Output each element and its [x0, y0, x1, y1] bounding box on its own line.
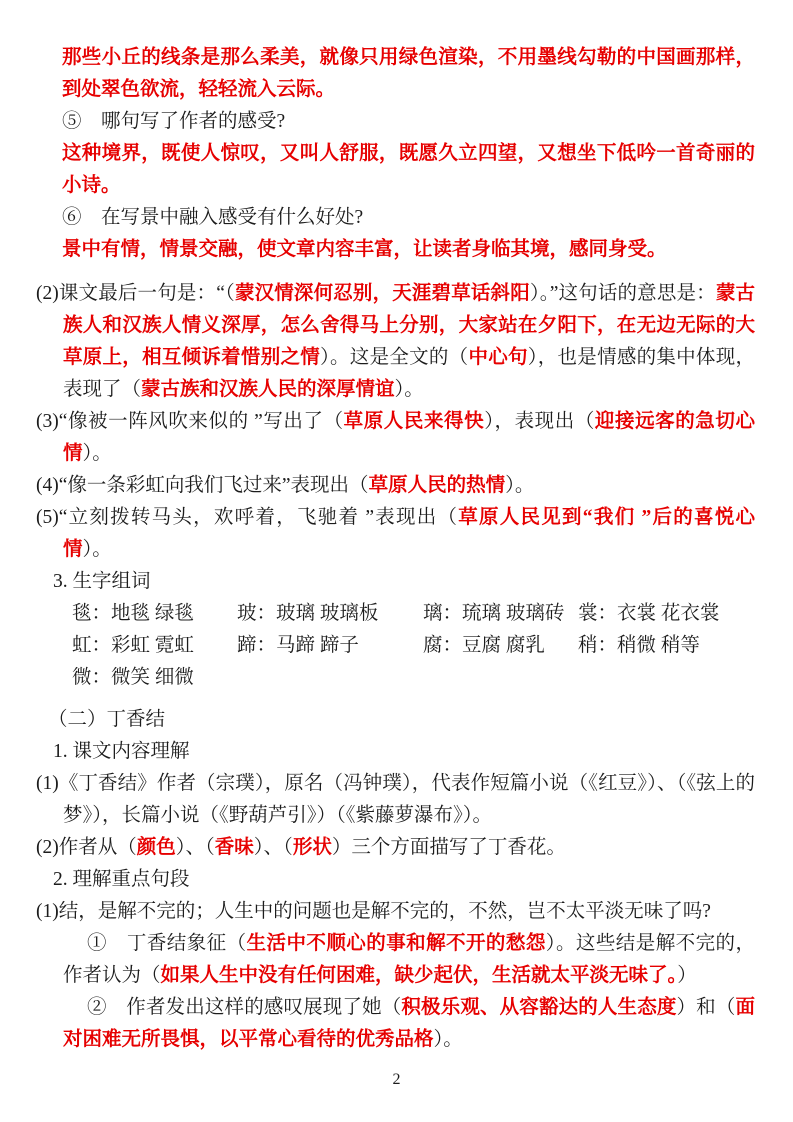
item-lilac-aspects [36, 832, 755, 864]
item-wind-simile [36, 406, 755, 470]
text-run: ），也是情感的集中体现，表现了（ [63, 347, 755, 400]
item-knot-question: (1)结，是解不完的；人生中的问题也是解不完的，不然，岂不太平淡无味了吗? [36, 901, 711, 922]
text-run-red: 草原人民来得快 [343, 411, 485, 432]
text-run: (2)作者从（ [36, 837, 137, 858]
text-run: ）。 [82, 539, 112, 560]
text-run: ）。 [433, 1029, 463, 1050]
item-horse-turn [36, 502, 755, 566]
text-run: ）。 [394, 379, 424, 400]
text-run-red: 面对困难无所畏惧，以平常心看待的优秀品格 [63, 997, 755, 1050]
text-run: ）。这是全文的（ [320, 347, 469, 368]
text-run: ） [677, 965, 697, 986]
text-run: ）。这些结是解不完的，作者认为（ [63, 933, 755, 986]
item-rainbow-simile [36, 470, 755, 502]
text-run: ）三个方面描写了丁香花。 [331, 837, 566, 858]
text-run-red: 颜色 [136, 837, 176, 858]
text-run: ）、（ [253, 837, 293, 858]
word-cell: 璃：琉璃 玻璃砖 [423, 603, 565, 624]
word-cell: 虹：彩虹 霓虹 [72, 635, 194, 656]
word-row [72, 630, 755, 662]
text-run: ）和（ [676, 997, 736, 1018]
text-run: (5)“立刻拨转马头，欢呼着，飞驰着 ”表现出（ [36, 507, 459, 528]
subitem-author-attitude [63, 992, 755, 1056]
heading-lilac-section: （二）丁香结 [48, 709, 166, 730]
text-run-red: 草原人民见到“我们 ”后的喜悦心情 [63, 507, 755, 560]
word-cell: 玻：玻璃 玻璃板 [237, 603, 379, 624]
text-run-red: 中心句 [468, 347, 528, 368]
heading-key-sentences: 2. 理解重点句段 [53, 869, 190, 890]
item-last-sentence [36, 278, 755, 406]
text-run: ）。 [82, 443, 112, 464]
word-row [72, 598, 755, 630]
page-number: 2 [392, 1071, 401, 1088]
text-run: (4)“像一条彩虹向我们飞过来”表现出（ [36, 475, 369, 496]
word-row [72, 662, 755, 694]
text-run-red: 积极乐观、从容豁达的人生态度 [401, 997, 677, 1018]
text-run: ）。 [505, 475, 535, 496]
answer-hills-paragraph: 那些小丘的线条是那么柔美，就像只用绿色渲染，不用墨线勾勒的中国画那样，到处翠色欲流，轻轻流入云际。 [62, 47, 755, 100]
text-run: ）。”这句话的意思是： [529, 283, 716, 304]
text-run-red: 蒙汉情深何忍别，天涯碧草话斜阳 [234, 283, 530, 304]
word-cell: 毯：地毯 绿毯 [72, 603, 194, 624]
answer-5: 这种境界，既使人惊叹，又叫人舒服，既愿久立四望，又想坐下低吟一首奇丽的小诗。 [62, 143, 755, 196]
word-cell: 裳：衣裳 花衣裳 [578, 603, 720, 624]
text-run-red: 蒙古族人和汉族人情义深厚，怎么舍得马上分别，大家站在夕阳下，在无边无际的大草原上，相互倾诉着惜别之情 [63, 283, 755, 368]
heading-new-words: 3. 生字组词 [53, 571, 151, 592]
text-run-red: 如果人生中没有任何困难，缺少起伏，生活就太平淡无味了。 [160, 965, 678, 986]
text-run: ），表现出（ [484, 411, 595, 432]
text-run: (2)课文最后一句是：“（ [36, 283, 235, 304]
text-run-red: 蒙古族和汉族人民的深厚情谊 [141, 379, 395, 400]
item-lilac-author: (1)《丁香结》作者（宗璞），原名（冯钟璞），代表作短篇小说（《红豆》）、（《弦上的梦》），长篇小说（《野葫芦引》）（《紫藤萝瀑布》）。 [36, 773, 755, 826]
heading-content-understanding: 1. 课文内容理解 [53, 741, 190, 762]
word-cell: 腐：豆腐 腐乳 [423, 635, 545, 656]
word-cell: 稍：稍微 稍等 [578, 635, 700, 656]
text-run-red: 生活中不顺心的事和解不开的愁怨 [246, 933, 546, 954]
word-cell: 微：微笑 细微 [72, 667, 194, 688]
text-run: (3)“像被一阵风吹来似的 ”写出了（ [36, 411, 344, 432]
word-cell: 蹄：马蹄 蹄子 [237, 635, 359, 656]
answer-6: 景中有情，情景交融，使文章内容丰富，让读者身临其境，感同身受。 [62, 239, 667, 260]
question-6: ⑥ 在写景中融入感受有什么好处? [62, 207, 364, 228]
text-run-red: 草原人民的热情 [368, 475, 506, 496]
text-run: ）、（ [175, 837, 215, 858]
text-run: ② 作者发出这样的感叹展现了她（ [87, 997, 402, 1018]
question-5: ⑤ 哪句写了作者的感受? [62, 111, 286, 132]
subitem-knot-symbol [63, 928, 755, 992]
word-table [72, 598, 755, 694]
text-run: ① 丁香结象征（ [87, 933, 247, 954]
text-run-red: 迎接远客的急切心情 [63, 411, 755, 464]
text-run-red: 香味 [214, 837, 254, 858]
text-run-red: 形状 [292, 837, 332, 858]
